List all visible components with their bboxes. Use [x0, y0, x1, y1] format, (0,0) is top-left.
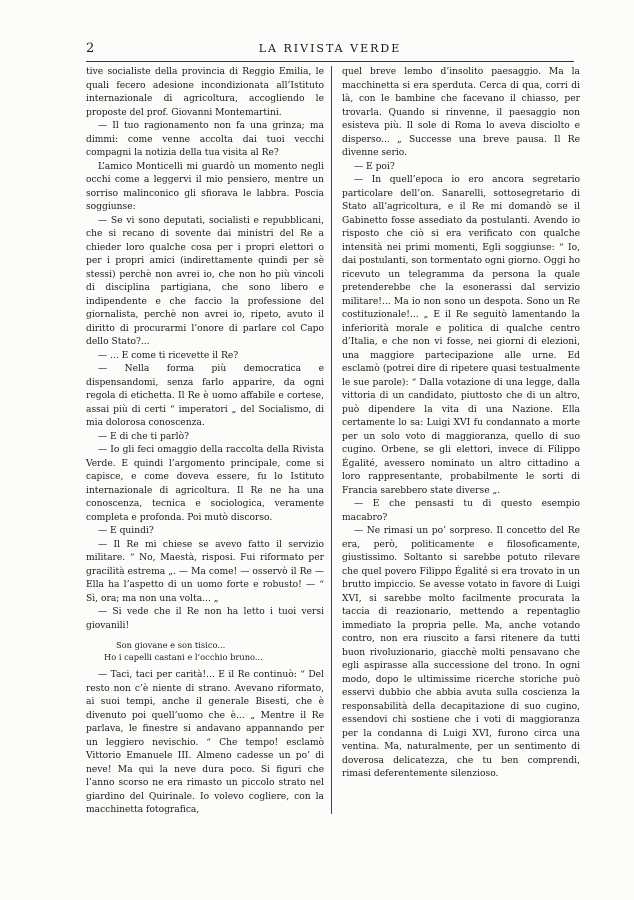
paragraph: — E poi?: [354, 161, 395, 172]
paragraph: quel breve lembo d’insolito paesaggio. Ma la macchinetta si era sperduta. Cerca di qua, corri di là, con le bambine che facevano il chiasso, per trovarla. Quando si rinvenne, il paesaggio non esisteva più. Il sole di Roma lo aveva disciolto e disperso... „ Successe una breve pausa. Il Re divenne serio.: [342, 67, 580, 158]
paragraph: — Io gli feci omaggio della raccolta della Rivista Verde. E quindi l’argomento principale, come si capisce, e come doveva essere, fu lo Istituto internazionale di agricoltura. Il Re ne ha una conoscenza, tecnica e sociologica, veramente completa e profonda. Poi mutò discorso.: [86, 445, 324, 523]
paragraph: — Si vede che il Re non ha letto i tuoi versi giovanili!: [86, 607, 324, 631]
paragraph: — Taci, taci per carità!... E il Re continuò: “ Del resto non c’è niente di strano. Avevano riformato, ai suoi tempi, anche il generale Bisesti, che è divenuto poi quell’uomo che è... „ Mentre il Re parlava, le finestre si andavano appannando per un leggiero nevischio. “ Che tempo! esclamò Vittorio Emanuele III. Almeno cadesse un po’ di neve! Ma qui la neve dura poco. Si figuri che l’anno scorso ne era rimasto un piccolo strato nel giardino del Quirinale. Io volevo coglierе, con la macchinetta fotografica,: [86, 670, 324, 815]
verse-line: Son giovane e son tisico...: [116, 640, 226, 650]
paragraph: — Il Re mi chiese se avevo fatto il servizio militare. “ No, Maestà, risposi. Fui riformato per gracilità estrema „. — Ma come! — osservò il Re — Ella ha l’aspetto di un uomo forte e robusto! — “ Sì, ora; ma non una volta... „: [86, 539, 324, 604]
paragraph: L’amico Monticelli mi guardò un momento negli occhi come a leggervi il mio pensiero, mentre un sorriso malinconico gli sfiorava le labbra. Poscia soggiunse:: [86, 161, 324, 212]
paragraph: — In quell’epoca io ero ancora segretario particolare dell’on. Sanarelli, sottosegretario di Stato all’agricoltura, e il Re mi domandò se il Gabinetto fosse assediato da postulanti. Avendo io risposto che ciò si era verificato con qualche intensità nei primi momenti, Egli soggiunse: “ Io, dai postulanti, son tormentato ogni giorno. Oggi ho ricevuto un telegramma da persona la quale pretenderebbe che la esonerassi dal servizio militare!... Ma io non sono un despota. Sono un Re costituzionale!... „ E il Re seguitò lamentando la inferiorità morale e politica di qualche centro d’Italia, e che non vi fosse, nei giorni di elezioni, una maggiore partecipazione alle urne. Ed esclamò (potrei dire di ripetere quasi testualmente le sue parole): “ Dalla votazione di una legge, dalla vittoria di un candidato, piuttosto che di un altro, può dipendere la vita di una Nazione. Ella certamente lo sa: Luigi XVI fu condannato a morte per un solo voto di maggioranza, quello di suo cugino. Orbene, se gli elettori, invece di Filippo Égalité, avessero nominato un altro cittadino a loro rappresentante, probabilmente le sorti di Francia sarebbero state diverse „.: [342, 175, 580, 496]
right-column: [342, 66, 580, 782]
paragraph: — Se vi sono deputati, socialisti e repubblicani, che si recano di sovente dai ministri del Re a chieder loro qualche cosa per i propri elettori o per i propri amici (indirettamente quindi per sè stessi) perchè non avrei io, che non ho più vincoli di disciplina partigiana, che sono libero e indipendente e che faccio la professione del giornalista, perchè non avrei io, ripeto, avuto il diritto di procurarmi l’onore di parlare col Capo dello Stato?...: [86, 215, 324, 347]
left-column: [86, 66, 324, 818]
paragraph: tive socialiste della provincia di Reggio Emilia, le quali fecero adesione incondizionata all’Istituto internazionale di agricoltura, accogliendo le proposte del prof. Giovanni Montemartini.: [86, 67, 324, 118]
verse-line: Ho i capelli castani e l’occhio bruno...: [104, 652, 263, 662]
paragraph: — E di che ti parlò?: [98, 431, 189, 442]
journal-title: LA RIVISTA VERDE: [258, 42, 402, 55]
header-rule: [86, 61, 574, 62]
paragraph: — ... E come ti ricevette il Re?: [98, 350, 239, 361]
paragraph: — Nella forma più democratica e dispensandomi, senza farlo apparire, da ogni regola di etichetta. Il Re è uomo affabile e cortese, assai più di certi “ imperatori „ del Socialismo, di mia dolorosa conoscenza.: [86, 364, 324, 428]
verse-quote: [86, 639, 324, 663]
running-head: [86, 41, 574, 59]
paragraph: — E che pensasti tu di questo esempio macabro?: [342, 499, 580, 523]
paragraph: — Il tuo ragionamento non fa una grinza; ma dimmi: come venne accolta dai tuoi vecchi compagni la notizia della tua visita al Re?: [86, 121, 324, 158]
paragraph: — Ne rimasi un po’ sorpreso. Il concetto del Re era, però, politicamente e filosoficamente, giustissimo. Soltanto si sarebbe potuto rilevare che quel povero Filippo Égalité si era trovato in un brutto impiccio. Se avesse votato in favore di Luigi XVI, si sarebbe molto facilmente procurata la taccia di reazionario, mettendo a repentaglio immediato la propria pelle. Ma, anche votando contro, non era riuscito a farsi ritenere da tutti buon rivoluzionario, giacchè molti pensavano che egli aspirasse alla successione del trono. In ogni modo, dopo le ultimissime ricerche storiche può esservi dubbio che abbia avuta sulla coscienza la responsabilità della decapitazione di suo cugino, essendovi chi sostiene che i voti di maggioranza per la condanna di Luigi XVI, furono circa una ventina. Ma, naturalmente, per un sentimento di doverosa delicatezza, che tu ben comprendi, rimasi deferentemente silenzioso.: [342, 526, 580, 779]
paragraph: — E quindi?: [98, 526, 154, 536]
page-number: 2: [86, 41, 95, 56]
column-rule: [331, 66, 332, 814]
